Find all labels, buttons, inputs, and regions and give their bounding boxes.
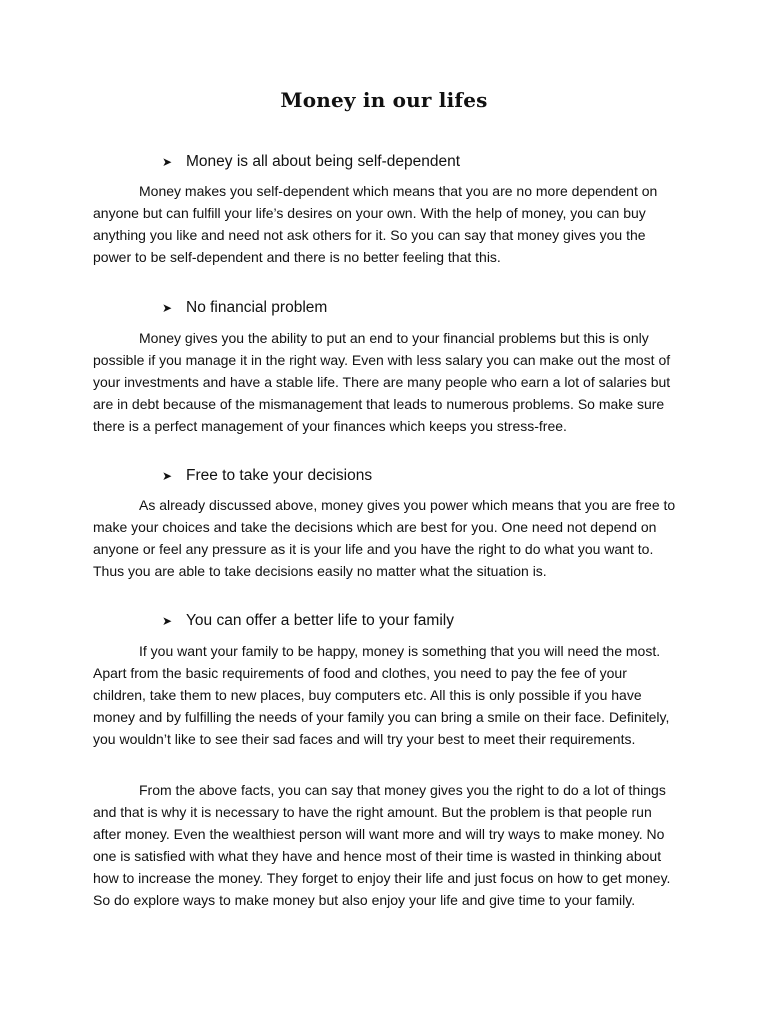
section-heading-text: You can offer a better life to your family [186,612,454,629]
section-heading-financial-problem [162,298,682,318]
section-paragraph-family: If you want your family to be happy, money is something that you will need the most. Apart from the basic requirements of food and clothes, you need to pay the fee of your children, take them to new places, buy computers etc. All this is only possible if you have money and by fulfilling the needs of your family you can bring a smile on their face. Definitely, you wouldn’t like to see their sad faces and will try your best to meet their requirements. [93,643,670,747]
section-heading-self-dependent [162,152,682,172]
arrowhead-bullet-icon: ➤ [162,301,173,315]
conclusion-paragraph: From the above facts, you can say that money gives you the right to do a lot of things and that is why it is necessary to have the right amount. But the problem is that people run after money. Even the wealthiest person will want more and will try ways to make money. No one is satisfied with what they have and hence most of their time is wasted in thinking about how to increase the money. They forget to enjoy their life and just focus on how to get money. So do explore ways to make money but also enjoy your life and give time to your family. [93,782,671,908]
section-heading-text: Free to take your decisions [186,467,373,484]
section-paragraph-financial-problem: Money gives you the ability to put an end to your financial problems but this is only possible if you manage it in the right way. Even with less salary you can make out the most of your investments and have a stable life. There are many people who earn a lot of salaries but are in debt because of the mismanagement that leads to numerous problems. So make sure there is a perfect management of your finances which keeps you stress-free. [93,330,671,434]
section-heading-decisions [162,466,682,486]
arrowhead-bullet-icon: ➤ [162,614,173,628]
arrowhead-bullet-icon: ➤ [162,155,173,169]
arrowhead-bullet-icon: ➤ [162,469,173,483]
section-heading-text: Money is all about being self-dependent [186,153,461,170]
section-paragraph-decisions: As already discussed above, money gives you power which means that you are free to make your choices and take the decisions which are best for you. One need not depend on anyone or feel any pressure as it is your life and you have the right to do what you want to. Thus you are able to take decisions easily no matter what the situation is. [93,497,676,579]
section-heading-family [162,611,682,631]
section-heading-text: No financial problem [186,299,328,316]
page-title: Money in our lifes [280,88,488,112]
section-paragraph-self-dependent: Money makes you self-dependent which means that you are no more dependent on anyone but can fulfill your life’s desires on your own. With the help of money, you can buy anything you like and need not ask others for it. So you can say that money gives you the power to be self-dependent and there is no better feeling that this. [93,183,658,265]
